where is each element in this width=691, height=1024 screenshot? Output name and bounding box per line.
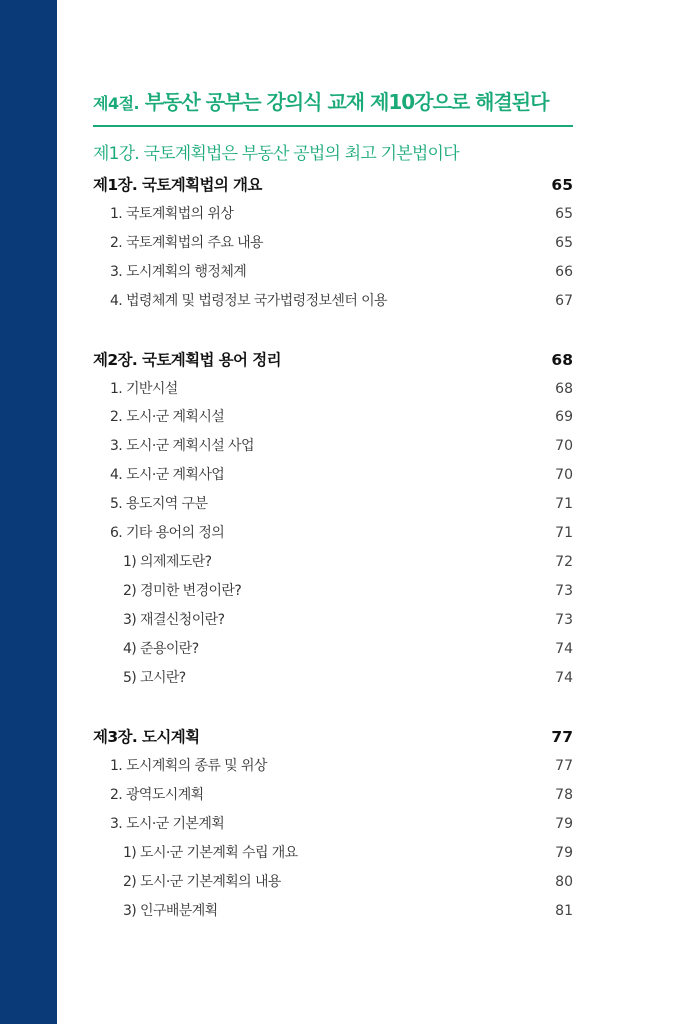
- toc-entry-page-number: 79: [555, 816, 573, 832]
- toc-section-entry[interactable]: [93, 492, 573, 516]
- part-heading: [93, 86, 573, 115]
- toc-sub-entry[interactable]: [93, 550, 573, 574]
- toc-entry-page-number: 77: [555, 758, 573, 774]
- toc-entry-page-number: 81: [555, 903, 573, 919]
- toc-entry-page-number: 65: [555, 235, 573, 251]
- toc-chapter-entry[interactable]: [93, 725, 573, 749]
- toc-sub-entry[interactable]: [93, 579, 573, 603]
- toc-entry-page-number: 72: [555, 554, 573, 570]
- toc-entry-page-number: 66: [555, 264, 573, 280]
- toc-section-entry[interactable]: [93, 463, 573, 487]
- toc-entry-page-number: 67: [555, 293, 573, 309]
- toc-section-entry[interactable]: [93, 521, 573, 545]
- heading-divider: [93, 125, 573, 127]
- toc-entry-title: 4. 법령체계 및 법령정보 국가법령정보센터 이용: [110, 293, 387, 309]
- toc-entry-title: 1. 기반시설: [110, 381, 178, 397]
- toc-section-entry[interactable]: [93, 289, 573, 313]
- toc-sub-entry[interactable]: [93, 666, 573, 690]
- toc-entry-page-number: 68: [555, 381, 573, 397]
- toc-entry-title: 제3장. 도시계획: [93, 728, 200, 746]
- toc-entry-title: 5) 고시란?: [123, 670, 186, 686]
- toc-entry-title: 1) 도시·군 기본계획 수립 개요: [123, 845, 298, 861]
- toc-section-entry[interactable]: [93, 231, 573, 255]
- part-number: 제4절.: [93, 94, 140, 113]
- toc-sub-entry[interactable]: [93, 608, 573, 632]
- toc-entry-page-number: 71: [555, 525, 573, 541]
- toc-entry-page-number: 79: [555, 845, 573, 861]
- toc-entry-title: 4) 준용이란?: [123, 641, 199, 657]
- toc-chapter-entry[interactable]: [93, 173, 573, 197]
- toc-entry-title: 4. 도시·군 계획사업: [110, 467, 225, 483]
- toc-sub-entry[interactable]: [93, 899, 573, 923]
- toc-entry-title: 3. 도시계획의 행정체계: [110, 264, 247, 280]
- toc-entry-title: 1. 도시계획의 종류 및 위상: [110, 758, 267, 774]
- toc-sub-entry[interactable]: [93, 870, 573, 894]
- toc-entry-title: 1) 의제제도란?: [123, 554, 212, 570]
- toc-section-entry[interactable]: [93, 202, 573, 226]
- toc-entry-page-number: 68: [551, 351, 573, 369]
- toc-entry-title: 5. 용도지역 구분: [110, 496, 208, 512]
- toc-entry-page-number: 71: [555, 496, 573, 512]
- toc-entry-page-number: 70: [555, 438, 573, 454]
- toc-sub-entry[interactable]: [93, 841, 573, 865]
- toc-entry-title: 3. 도시·군 기본계획: [110, 816, 225, 832]
- toc-entry-page-number: 70: [555, 467, 573, 483]
- toc-entry-page-number: 77: [551, 728, 573, 746]
- toc-section-entry[interactable]: [93, 434, 573, 458]
- toc-section-entry[interactable]: [93, 754, 573, 778]
- toc-entry-title: 3) 인구배분계획: [123, 903, 218, 919]
- toc-entry-title: 1. 국토계획법의 위상: [110, 206, 234, 222]
- toc-entry-page-number: 80: [555, 874, 573, 890]
- toc-entry-page-number: 74: [555, 670, 573, 686]
- toc-entry-page-number: 65: [551, 176, 573, 194]
- toc-entry-page-number: 65: [555, 206, 573, 222]
- toc-section-entry[interactable]: [93, 405, 573, 429]
- toc-entry-title: 제2장. 국토계획법 용어 정리: [93, 351, 281, 369]
- toc-chapter-entry[interactable]: [93, 348, 573, 372]
- toc-entry-title: 6. 기타 용어의 정의: [110, 525, 225, 541]
- toc-entry-title: 3) 재결신청이란?: [123, 612, 225, 628]
- toc-entry-title: 2) 경미한 변경이란?: [123, 583, 242, 599]
- toc-entry-title: 제1장. 국토계획법의 개요: [93, 176, 262, 194]
- toc-entry-title: 2. 도시·군 계획시설: [110, 409, 225, 425]
- toc-section-entry[interactable]: [93, 260, 573, 284]
- toc-entry-title: 3. 도시·군 계획시설 사업: [110, 438, 254, 454]
- toc-section-entry[interactable]: [93, 812, 573, 836]
- toc-entry-page-number: 73: [555, 612, 573, 628]
- toc-section-entry[interactable]: [93, 783, 573, 807]
- toc-entry-page-number: 74: [555, 641, 573, 657]
- toc-section-entry[interactable]: [93, 377, 573, 401]
- toc-entry-title: 2. 광역도시계획: [110, 787, 204, 803]
- toc-entry-page-number: 69: [555, 409, 573, 425]
- side-color-band: [0, 0, 57, 1024]
- lecture-heading: 제1강. 국토계획법은 부동산 공법의 최고 기본법이다: [93, 144, 459, 164]
- toc-entry-title: 2. 국토계획법의 주요 내용: [110, 235, 263, 251]
- toc-entry-title: 2) 도시·군 기본계획의 내용: [123, 874, 281, 890]
- toc-sub-entry[interactable]: [93, 637, 573, 661]
- toc-entry-page-number: 73: [555, 583, 573, 599]
- toc-entry-page-number: 78: [555, 787, 573, 803]
- part-title-text: 부동산 공부는 강의식 교재 제10강으로 해결된다: [144, 90, 549, 114]
